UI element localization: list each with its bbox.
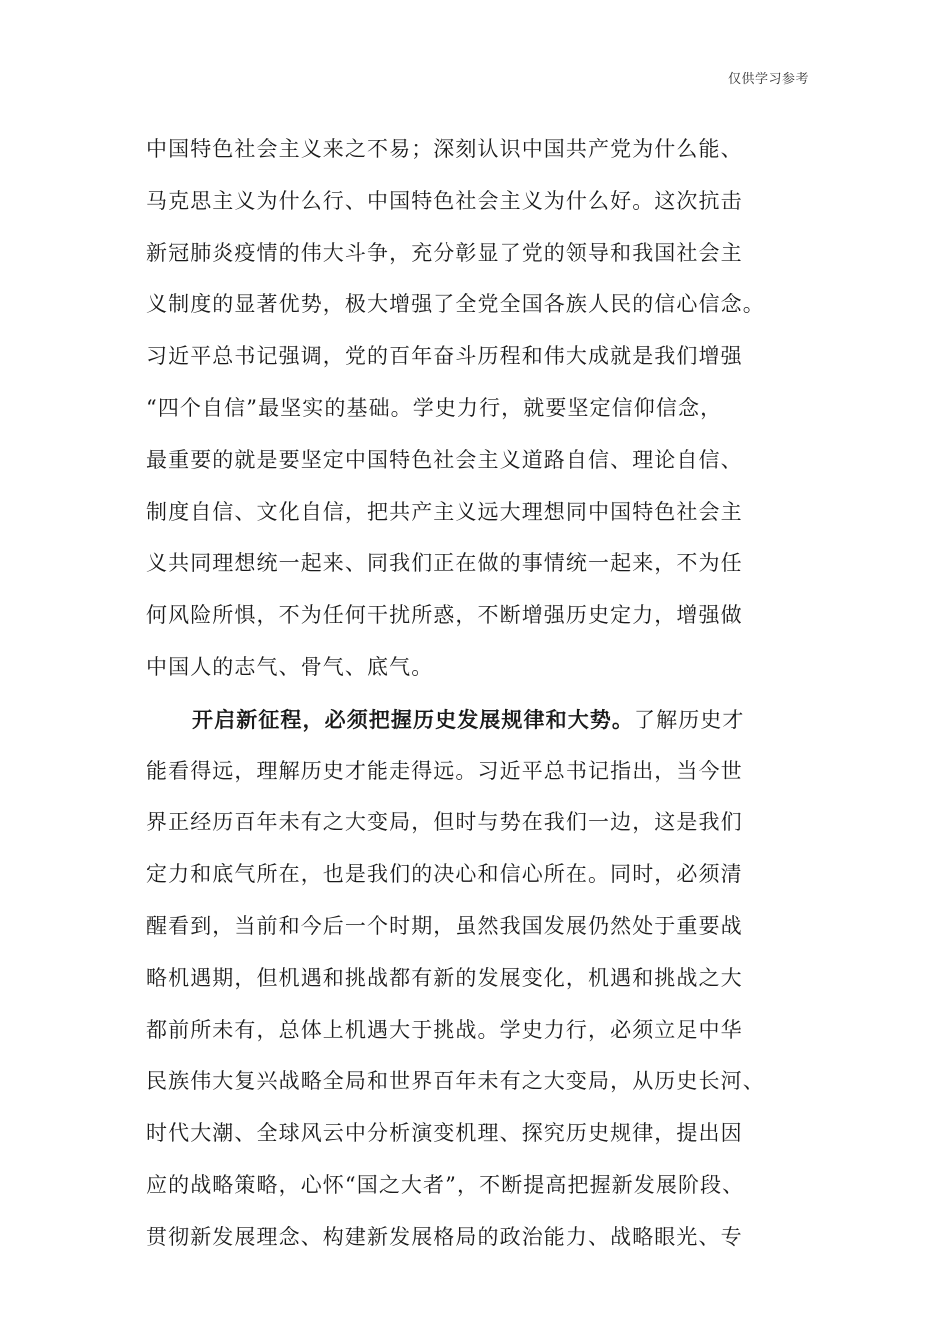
paragraph-1 — [146, 124, 810, 694]
paragraph-first-line — [146, 694, 810, 746]
paragraph-line: 都前所未有，总体上机遇大于挑战。学史力行，必须立足中华 — [146, 1017, 743, 1042]
paragraph-line: 何风险所惧，不为任何干扰所惑，不断增强历史定力，增强做 — [146, 603, 743, 628]
paragraph-line: 应的战略策略，心怀“国之大者”，不断提高把握新发展阶段、 — [146, 1172, 745, 1197]
paragraph-line: 中国特色社会主义来之不易；深刻认识中国共产党为什么能、 — [146, 137, 743, 161]
paragraph-line: 时代大潮、全球风云中分析演变机理、探究历史规律，提出因 — [146, 1121, 743, 1146]
paragraph-lead-heading: 开启新征程，必须把握历史发展规律和大势。 — [192, 706, 634, 732]
paragraph-line: 醒看到，当前和今后一个时期，虽然我国发展仍然处于重要战 — [146, 913, 743, 938]
paragraph-line: 民族伟大复兴战略全局和世界百年未有之大变局，从历史长河、 — [146, 1069, 765, 1094]
document-body — [146, 124, 810, 1264]
paragraph-line: 略机遇期，但机遇和挑战都有新的发展变化，机遇和挑战之大 — [146, 965, 743, 990]
paragraph-2 — [146, 694, 810, 1264]
paragraph-line: 中国人的志气、骨气、底气。 — [146, 654, 434, 679]
paragraph-line: 义共同理想统一起来、同我们正在做的事情统一起来，不为任 — [146, 551, 743, 576]
paragraph-line: 习近平总书记强调，党的百年奋斗历程和伟大成就是我们增强 — [146, 344, 743, 369]
paragraph-line: 马克思主义为什么行、中国特色社会主义为什么好。这次抗击 — [146, 188, 743, 213]
page-header-note: 仅供学习参考 — [727, 72, 809, 87]
paragraph-line: 义制度的显著优势，极大增强了全党全国各族人民的信心信念。 — [146, 292, 765, 317]
paragraph-line: “四个自信”最坚实的基础。学史力行，就要坚定信仰信念， — [146, 395, 723, 420]
paragraph-line: 新冠肺炎疫情的伟大斗争，充分彰显了党的领导和我国社会主 — [146, 240, 743, 265]
paragraph-lead-text: 了解历史才 — [634, 707, 745, 732]
paragraph-line: 制度自信、文化自信，把共产主义远大理想同中国特色社会主 — [146, 499, 743, 524]
paragraph-line: 最重要的就是要坚定中国特色社会主义道路自信、理论自信、 — [146, 447, 743, 472]
paragraph-line: 界正经历百年未有之大变局，但时与势在我们一边，这是我们 — [146, 810, 743, 835]
paragraph-line: 贯彻新发展理念、构建新发展格局的政治能力、战略眼光、专 — [146, 1224, 743, 1249]
paragraph-line: 定力和底气所在，也是我们的决心和信心所在。同时，必须清 — [146, 862, 743, 887]
paragraph-line: 能看得远，理解历史才能走得远。习近平总书记指出，当今世 — [146, 758, 743, 783]
